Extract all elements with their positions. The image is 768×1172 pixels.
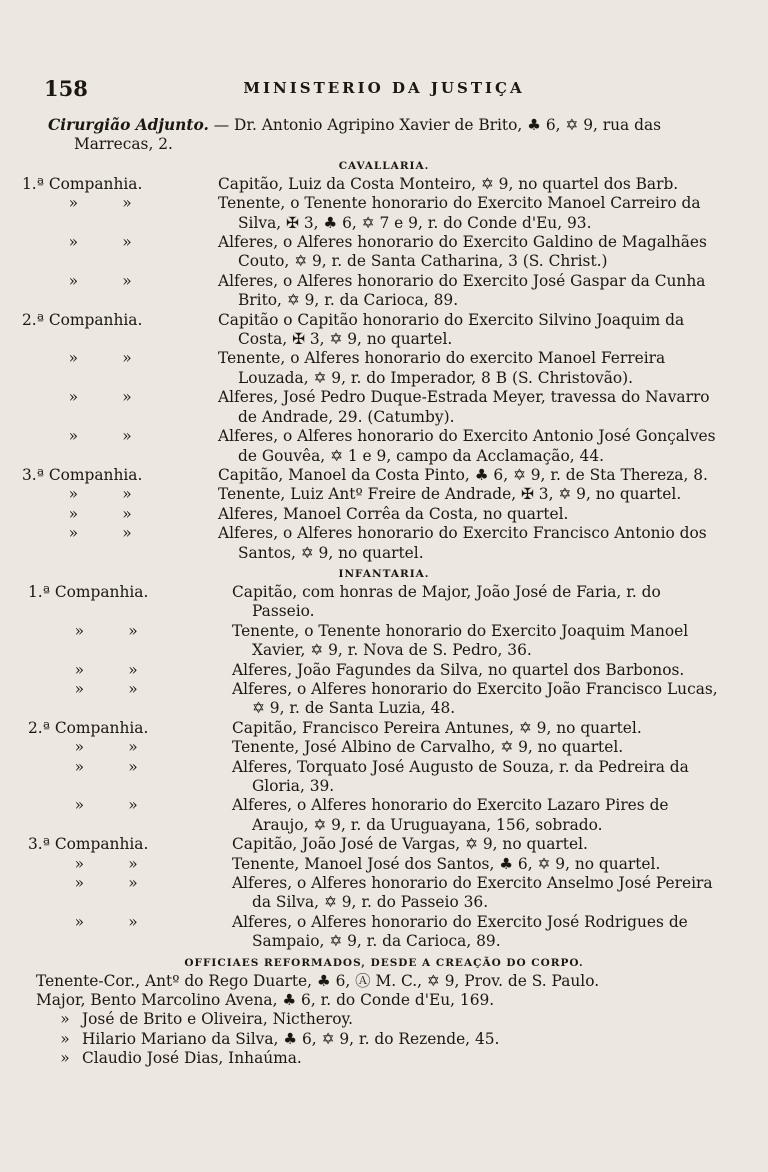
roster-row: [0, 505, 768, 524]
section-heading-infantaria: INFANTARIA.: [338, 567, 430, 580]
roster-label: [0, 583, 226, 622]
infantaria-list: [0, 583, 768, 952]
page-body: [0, 116, 768, 1069]
roster-label: [0, 622, 226, 661]
ditto-mark: »: [74, 912, 84, 931]
roster-label: [0, 272, 212, 311]
roster-row: [0, 583, 768, 622]
ditto-mark: »: [128, 738, 138, 757]
roster-text: Capitão o Capitão honorario do Exercito Silvino Joaquim da Costa, ✠ 3, ✡ 9, no quartel.: [218, 310, 685, 349]
page-number: 158: [44, 76, 88, 101]
ditto-mark: »: [122, 485, 132, 504]
roster-text: Capitão, com honras de Major, João José de Faria, r. do Passeio.: [232, 582, 661, 621]
roster-row: [0, 175, 768, 194]
roster-label: [0, 835, 226, 854]
roster-label: [0, 913, 226, 952]
ditto-mark: »: [74, 757, 84, 776]
section-heading-reformados: OFFICIAES REFORMADOS, DESDE A CREAÇÃO DO CORPO.: [184, 956, 584, 969]
roster-label: [0, 661, 226, 680]
roster-text: Tenente, José Albino de Carvalho, ✡ 9, no quartel.: [232, 738, 624, 757]
roster-label: [0, 311, 212, 350]
roster-text: Alferes, o Alferes honorario do Exercito José Gaspar da Cunha Brito, ✡ 9, r. da Carioca, 89.: [218, 271, 706, 310]
reformado-row: [48, 1010, 728, 1029]
roster-text: Alferes, o Alferes honorario do Exercito Galdino de Magalhães Couto, ✡ 9, r. de Santa Catharina, 3 (S. Christ.): [218, 233, 707, 271]
company-label: 1.ª Companhia.: [28, 582, 149, 601]
roster-row: [0, 738, 768, 757]
roster-label: [0, 855, 226, 874]
roster-text: Tenente, o Tenente honorario do Exercito Joaquim Manoel Xavier, ✡ 9, r. Nova de S. Pedro, 36.: [232, 621, 689, 660]
roster-text: Alferes, João Fagundes da Silva, no quartel dos Barbonos.: [232, 660, 685, 679]
roster-row: [0, 874, 768, 913]
roster-row: [0, 524, 768, 563]
roster-row: [0, 427, 768, 466]
ditto-mark: »: [122, 233, 132, 252]
roster-row: [0, 758, 768, 797]
ditto-mark: »: [68, 388, 78, 407]
roster-text: Tenente, Luiz Antº Freire de Andrade, ✠ 3, ✡ 9, no quartel.: [218, 485, 682, 504]
intro-text: — Dr. Antonio Agripino Xavier de Brito, ♣ 6, ✡ 9, rua das Marrecas, 2.: [74, 116, 662, 154]
roster-text: Alferes, o Alferes honorario do Exercito João Francisco Lucas, ✡ 9, r. de Santa Luzia, 48.: [232, 679, 718, 718]
roster-row: [0, 272, 768, 311]
ditto-mark: »: [128, 854, 138, 873]
ditto-mark: »: [68, 349, 78, 368]
ditto-mark: »: [74, 679, 84, 698]
roster-row: [0, 311, 768, 350]
roster-text: Alferes, o Alferes honorario do Exercito Anselmo José Pereira da Silva, ✡ 9, r. do Passeio 36.: [232, 874, 713, 912]
ditto-mark: »: [128, 912, 138, 931]
reformados-list: [36, 971, 728, 1069]
roster-label: [0, 796, 226, 835]
reformado-row: [36, 991, 728, 1010]
roster-text: Alferes, José Pedro Duque-Estrada Meyer, travessa do Navarro de Andrade, 29. (Catumby).: [218, 388, 710, 426]
roster-row: [0, 388, 768, 427]
roster-label: [0, 524, 212, 563]
ditto-mark: »: [74, 660, 84, 679]
ditto-mark: »: [60, 1049, 70, 1068]
company-label: 3.ª Companhia.: [22, 465, 143, 484]
ditto-mark: »: [60, 1010, 70, 1029]
roster-row: [0, 622, 768, 661]
roster-row: [0, 485, 768, 504]
roster-text: Alferes, o Alferes honorario do Exercito Lazaro Pires de Araujo, ✡ 9, r. da Uruguayana, 156, sobrado.: [232, 796, 669, 834]
roster-row: [0, 661, 768, 680]
company-label: 1.ª Companhia.: [22, 174, 143, 193]
ditto-mark: »: [122, 194, 132, 213]
roster-row: [0, 835, 768, 854]
roster-row: [0, 855, 768, 874]
intro-entry: [48, 116, 728, 155]
reformado-text: José de Brito e Oliveira, Nictheroy.: [82, 1010, 354, 1029]
roster-row: [0, 466, 768, 485]
roster-row: [0, 233, 768, 272]
ditto-mark: »: [128, 679, 138, 698]
ditto-mark: »: [68, 504, 78, 523]
roster-text: Alferes, Torquato José Augusto de Souza, r. da Pedreira da Gloria, 39.: [232, 757, 689, 795]
ditto-mark: »: [128, 757, 138, 776]
company-label: 2.ª Companhia.: [22, 310, 143, 329]
ditto-mark: »: [74, 738, 84, 757]
ditto-mark: »: [68, 524, 78, 543]
reformado-text: Major, Bento Marcolino Avena, ♣ 6, r. do Conde d'Eu, 169.: [36, 991, 495, 1010]
page-header: [0, 76, 768, 100]
roster-label: [0, 175, 212, 194]
company-label: 3.ª Companhia.: [28, 835, 149, 854]
page-title: MINISTERIO DA JUSTIÇA: [243, 79, 525, 97]
section-heading-cavalaria: CAVALLARIA.: [338, 159, 430, 172]
ditto-mark: »: [68, 485, 78, 504]
company-label: 2.ª Companhia.: [28, 718, 149, 737]
roster-text: Alferes, o Alferes honorario do Exercito José Rodrigues de Sampaio, ✡ 9, r. da Carioca, 89.: [232, 912, 688, 951]
roster-text: Alferes, o Alferes honorario do Exercito Antonio José Gonçalves de Gouvêa, ✡ 1 e 9, campo da Acclamação, 44.: [218, 427, 716, 465]
roster-label: [0, 466, 212, 485]
ditto-mark: »: [122, 504, 132, 523]
roster-label: [0, 194, 212, 233]
reformado-text: Claudio José Dias, Inhaúma.: [82, 1049, 302, 1068]
roster-label: [0, 874, 226, 913]
ditto-mark: »: [128, 874, 138, 893]
ditto-mark: »: [74, 621, 84, 640]
roster-text: Tenente, o Alferes honorario do exercito Manoel Ferreira Louzada, ✡ 9, r. do Imperador, 8 B (S. Christovão).: [218, 349, 666, 387]
ditto-mark: »: [74, 854, 84, 873]
ditto-mark: »: [122, 349, 132, 368]
roster-label: [0, 485, 212, 504]
cavalaria-list: [0, 175, 768, 563]
roster-text: Capitão, Francisco Pereira Antunes, ✡ 9, no quartel.: [232, 718, 642, 737]
reformado-row: [48, 1030, 728, 1049]
ditto-mark: »: [60, 1029, 70, 1048]
reformado-text: Tenente-Cor., Antº do Rego Duarte, ♣ 6, Ⓐ M. C., ✡ 9, Prov. de S. Paulo.: [36, 971, 600, 990]
roster-label: [0, 427, 212, 466]
ditto-mark: »: [122, 524, 132, 543]
roster-label: [0, 719, 226, 738]
ditto-mark: »: [128, 621, 138, 640]
roster-row: [0, 796, 768, 835]
reformado-text: Hilario Mariano da Silva, ♣ 6, ✡ 9, r. do Rezende, 45.: [82, 1029, 500, 1048]
roster-label: [0, 349, 212, 388]
reformado-row: [36, 971, 728, 991]
ditto-mark: »: [68, 271, 78, 290]
roster-label: [0, 758, 226, 797]
roster-row: [0, 913, 768, 952]
roster-text: Capitão, Luiz da Costa Monteiro, ✡ 9, no quartel dos Barb.: [218, 174, 679, 193]
ditto-mark: »: [68, 194, 78, 213]
ditto-mark: »: [68, 233, 78, 252]
roster-text: Capitão, João José de Vargas, ✡ 9, no quartel.: [232, 835, 588, 854]
roster-text: Alferes, Manoel Corrêa da Costa, no quartel.: [218, 504, 569, 523]
roster-row: [0, 194, 768, 233]
ditto-mark: »: [74, 796, 84, 815]
roster-text: Tenente, o Tenente honorario do Exercito Manoel Carreiro da Silva, ✠ 3, ♣ 6, ✡ 7 e 9, r. do Conde d'Eu, 93.: [218, 194, 701, 232]
reformado-row: [48, 1049, 728, 1068]
roster-label: [0, 505, 212, 524]
roster-label: [0, 388, 212, 427]
roster-text: Capitão, Manoel da Costa Pinto, ♣ 6, ✡ 9, r. de Sta Thereza, 8.: [218, 465, 708, 484]
roster-label: [0, 680, 226, 719]
roster-row: [0, 680, 768, 719]
roster-row: [0, 719, 768, 738]
ditto-mark: »: [122, 427, 132, 446]
roster-label: [0, 738, 226, 757]
ditto-mark: »: [128, 796, 138, 815]
ditto-mark: »: [128, 660, 138, 679]
ditto-mark: »: [74, 874, 84, 893]
ditto-mark: »: [122, 271, 132, 290]
ditto-mark: »: [122, 388, 132, 407]
roster-text: Tenente, Manoel José dos Santos, ♣ 6, ✡ 9, no quartel.: [232, 854, 661, 873]
intro-label: Cirurgião Adjunto.: [48, 116, 209, 134]
roster-row: [0, 349, 768, 388]
roster-text: Alferes, o Alferes honorario do Exercito Francisco Antonio dos Santos, ✡ 9, no quartel.: [218, 524, 707, 562]
ditto-mark: »: [68, 427, 78, 446]
roster-label: [0, 233, 212, 272]
